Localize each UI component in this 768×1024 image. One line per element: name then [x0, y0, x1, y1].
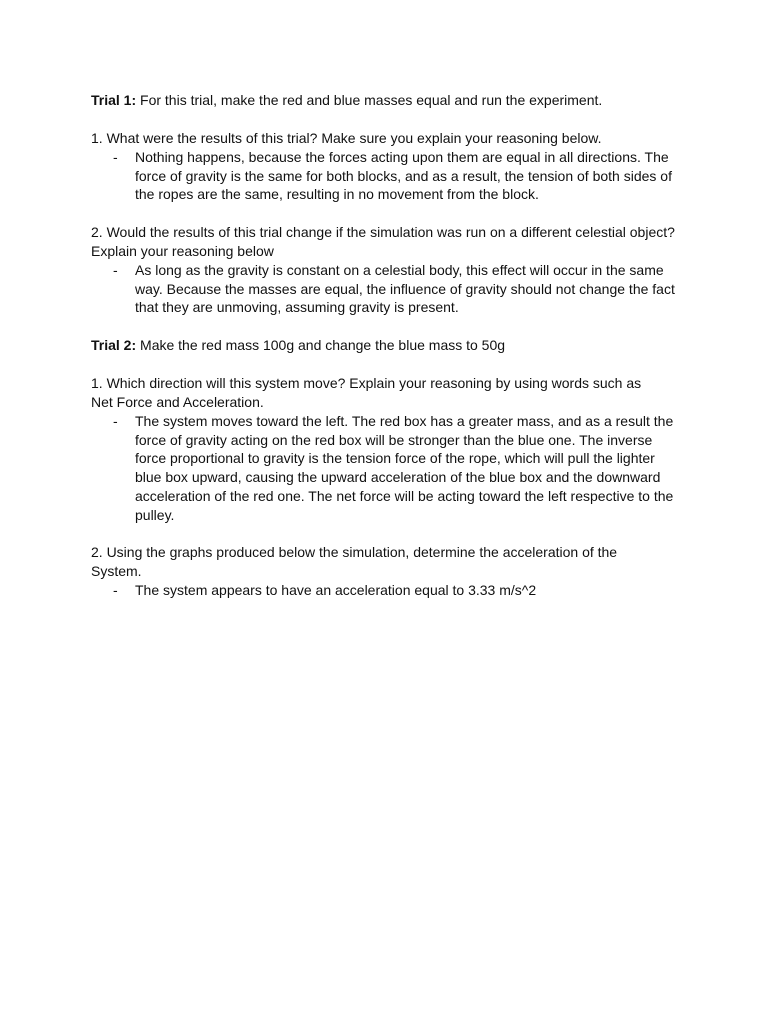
- bullet-dash: -: [113, 582, 118, 598]
- trial1-heading-text: For this trial, make the red and blue masses equal and run the experiment.: [136, 92, 603, 108]
- trial2-heading: [91, 336, 505, 355]
- bullet-dash: -: [113, 149, 118, 165]
- bullet-dash: -: [113, 413, 118, 429]
- trial2-q1-question-line1: 1. Which direction will this system move? Explain your reasoning by using words such as: [91, 375, 642, 391]
- trial2-q2-answer: The system appears to have an acceleration equal to 3.33 m/s^2: [135, 582, 537, 598]
- trial2-q2-question-line2: System.: [91, 563, 142, 579]
- trial1-q1-question: 1. What were the results of this trial? Make sure you explain your reasoning below.: [91, 130, 602, 146]
- trial1-q2-answer: As long as the gravity is constant on a celestial body, this effect will occur in the same way. Because the masses are equal, the influence of gravity should not change the fact that they are unmoving, assuming gravity is present.: [135, 262, 675, 316]
- trial1-heading: [91, 91, 602, 110]
- trial2-heading-label: Trial 2:: [91, 337, 137, 353]
- trial2-q2-question-line1: 2. Using the graphs produced below the simulation, determine the acceleration of the: [91, 544, 618, 560]
- trial2-q1-answer: The system moves toward the left. The red box has a greater mass, and as a result the force of gravity acting on the red box will be stronger than the blue one. The inverse force proportional to gravity is the tension force of the rope, which will pull the lighter blue box upward, causing the upward acceleration of the blue box and the downward acceleration of the red one. The net force will be acting toward the left respective to the pulley.: [135, 413, 674, 523]
- trial2-heading-text: Make the red mass 100g and change the blue mass to 50g: [136, 337, 506, 353]
- trial1-q2-question-line1: 2. Would the results of this trial change if the simulation was run on a different celestial object?: [91, 224, 675, 240]
- trial1-heading-label: Trial 1:: [91, 92, 137, 108]
- bullet-dash: -: [113, 262, 118, 278]
- trial1-q1-answer: Nothing happens, because the forces acting upon them are equal in all directions. The force of gravity is the same for both blocks, and as a result, the tension of both sides of the ropes are the same, resulting in no movement from the block.: [135, 149, 672, 203]
- trial2-q1-question-line2: Net Force and Acceleration.: [91, 394, 264, 410]
- trial1-q2-question-line2: Explain your reasoning below: [91, 243, 274, 259]
